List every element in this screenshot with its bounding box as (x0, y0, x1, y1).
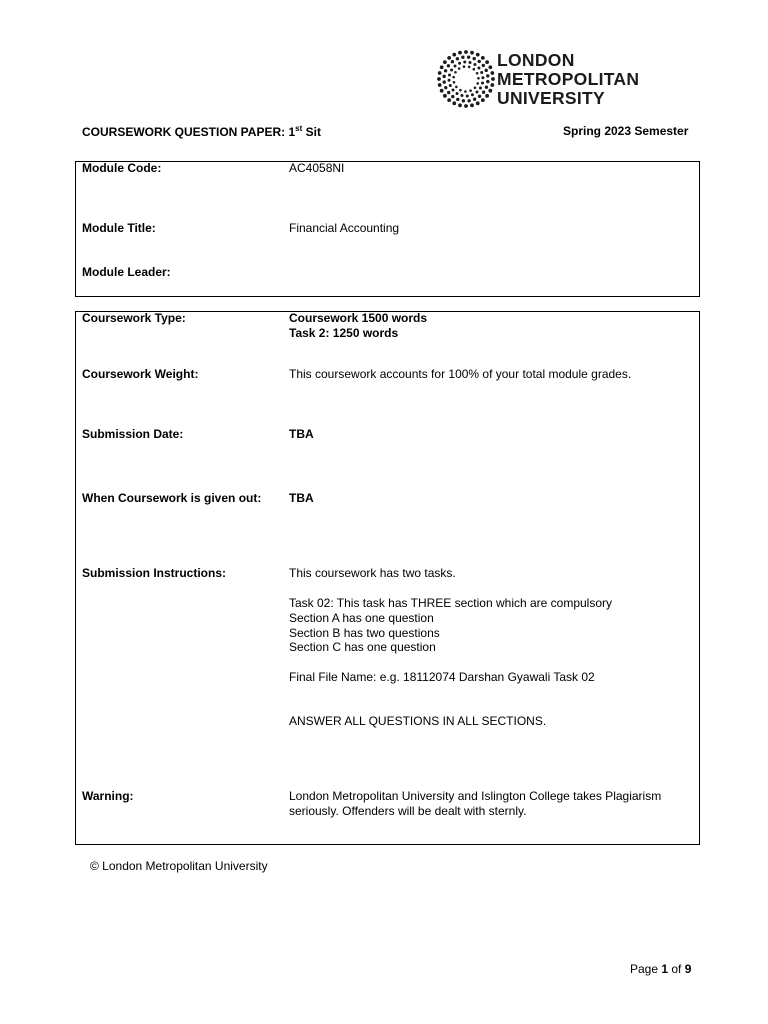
logo-dot (464, 50, 468, 54)
logo-dot (463, 65, 466, 68)
logo-dot (485, 94, 489, 98)
module-code-label: Module Code: (82, 161, 162, 175)
university-logo (437, 48, 657, 110)
logo-dot (455, 86, 458, 89)
logo-dot (486, 80, 489, 83)
logo-dot (443, 80, 446, 83)
logo-dot (470, 103, 474, 107)
logo-dot (478, 60, 481, 63)
logo-dot (440, 89, 444, 93)
warning-line-2: seriously. Offenders will be dealt with sternly. (289, 804, 527, 818)
logo-dot (480, 71, 483, 74)
logo-dot (443, 60, 447, 64)
coursework-type-label: Coursework Type: (82, 311, 186, 325)
logo-dot (476, 53, 480, 57)
logo-dot (491, 77, 495, 81)
logo-dot (448, 79, 451, 82)
given-out-label: When Coursework is given out: (82, 491, 262, 505)
logo-dot (464, 90, 467, 93)
warning-label: Warning: (82, 789, 134, 803)
logo-dot (454, 65, 457, 68)
logo-dot (451, 60, 454, 63)
logo-dot (475, 90, 478, 93)
logo-dot (461, 56, 464, 59)
answer-all-notice: ANSWER ALL QUESTIONS IN ALL SECTIONS. (289, 714, 547, 728)
logo-dot (466, 94, 469, 97)
logo-line-1: LONDON (497, 50, 575, 70)
logo-dot (447, 64, 450, 67)
logo-dot (476, 72, 479, 75)
logo-dot (453, 81, 456, 84)
page-of: of (668, 962, 685, 976)
module-leader-label: Module Leader: (82, 265, 171, 279)
logo-dot (477, 67, 480, 70)
logo-dot (490, 71, 494, 75)
paper-title-text: COURSEWORK QUESTION PAPER: 1 (82, 125, 296, 139)
logo-dot (438, 71, 442, 75)
instructions-line-1: Task 02: This task has THREE section which are compulsory (289, 596, 613, 610)
logo-dot (481, 56, 485, 60)
logo-dot (467, 99, 470, 102)
logo-dot (442, 75, 445, 78)
logo-dot (476, 101, 480, 105)
given-out-value: TBA (289, 491, 314, 505)
logo-dot (451, 95, 454, 98)
logo-dot (450, 69, 453, 72)
logo-dot (452, 76, 455, 79)
logo-dot (468, 66, 471, 69)
starburst-logo-icon (437, 48, 497, 110)
logo-dot (456, 57, 459, 60)
logo-dot (479, 86, 482, 89)
logo-dot (478, 95, 481, 98)
logo-dot (474, 86, 477, 89)
logo-dot (444, 86, 447, 89)
logo-dot (458, 103, 462, 107)
logo-dot (440, 65, 444, 69)
submission-date-value: TBA (289, 427, 314, 441)
logo-line-3: UNIVERSITY (497, 88, 606, 108)
logo-dot (473, 68, 476, 71)
logo-dot (458, 67, 461, 70)
module-title-value: Financial Accounting (289, 221, 400, 235)
logo-dot (481, 76, 484, 79)
logo-dot (482, 91, 485, 94)
submission-instructions-label: Submission Instructions: (82, 566, 227, 580)
logo-dot (447, 56, 451, 60)
coursework-type-line-2: Task 2: 1250 words (289, 326, 399, 340)
submission-date-label: Submission Date: (82, 427, 184, 441)
logo-dot (477, 77, 480, 80)
logo-dot (444, 69, 447, 72)
instructions-line-2: Section A has one question (289, 611, 434, 625)
logo-dot (454, 71, 457, 74)
logo-dot (452, 88, 455, 91)
logo-dot (456, 92, 459, 95)
logo-dot (471, 93, 474, 96)
logo-dot (473, 63, 476, 66)
logo-dot (469, 61, 472, 64)
logo-dot (437, 77, 441, 81)
logo-dot (448, 73, 451, 76)
coursework-weight-label: Coursework Weight: (82, 367, 199, 381)
logo-dot (452, 53, 456, 57)
logo-dot (460, 94, 463, 97)
logo-dot (485, 69, 488, 72)
logo-dot (488, 89, 492, 93)
page-prefix: Page (630, 962, 662, 976)
instructions-intro: This coursework has two tasks. (289, 566, 456, 580)
coursework-type-line-1: Coursework 1500 words (289, 311, 428, 325)
logo-dot (486, 74, 489, 77)
instructions-line-4: Section C has one question (289, 640, 436, 654)
logo-dot (452, 101, 456, 105)
logo-dot (462, 99, 465, 102)
logo-dot (438, 83, 442, 87)
logo-dot (485, 60, 489, 64)
coursework-weight-value: This coursework accounts for 100% of your total module grades. (289, 367, 632, 381)
logo-wordmark (497, 51, 639, 108)
logo-dot (473, 98, 476, 101)
sit-word: Sit (302, 125, 321, 139)
sit-ordinal: st (295, 124, 303, 133)
logo-dot (447, 98, 451, 102)
copyright-footer: © London Metropolitan University (90, 859, 268, 873)
logo-dot (464, 104, 468, 108)
logo-dot (449, 84, 452, 87)
logo-dot (459, 89, 462, 92)
paper-title (82, 124, 321, 139)
logo-dot (482, 64, 485, 67)
module-title-label: Module Title: (82, 221, 156, 235)
logo-dot (473, 57, 476, 60)
logo-dot (481, 98, 485, 102)
module-code-value: AC4058NI (289, 161, 345, 175)
logo-dot (490, 83, 494, 87)
logo-dot (456, 98, 459, 101)
warning-line-1: London Metropolitan University and Islington College takes Plagiarism (289, 789, 662, 803)
logo-dot (469, 89, 472, 92)
logo-line-2: METROPOLITAN (497, 69, 640, 89)
logo-dot (458, 62, 461, 65)
logo-dot (476, 82, 479, 85)
logo-dot (485, 86, 488, 89)
instructions-line-3: Section B has two questions (289, 626, 440, 640)
page-total: 9 (684, 962, 692, 976)
logo-dot (467, 55, 470, 58)
logo-dot (488, 65, 492, 69)
final-file-name: Final File Name: e.g. 18112074 Darshan Gyawali Task 02 (289, 670, 595, 684)
logo-dot (470, 51, 474, 55)
logo-dot (443, 94, 447, 98)
logo-dot (447, 91, 450, 94)
logo-dot (481, 82, 484, 85)
semester-label: Spring 2023 Semester (563, 124, 689, 138)
logo-dot (463, 61, 466, 64)
logo-dot (458, 51, 462, 55)
page-number (630, 962, 691, 976)
page-current: 1 (661, 962, 669, 976)
